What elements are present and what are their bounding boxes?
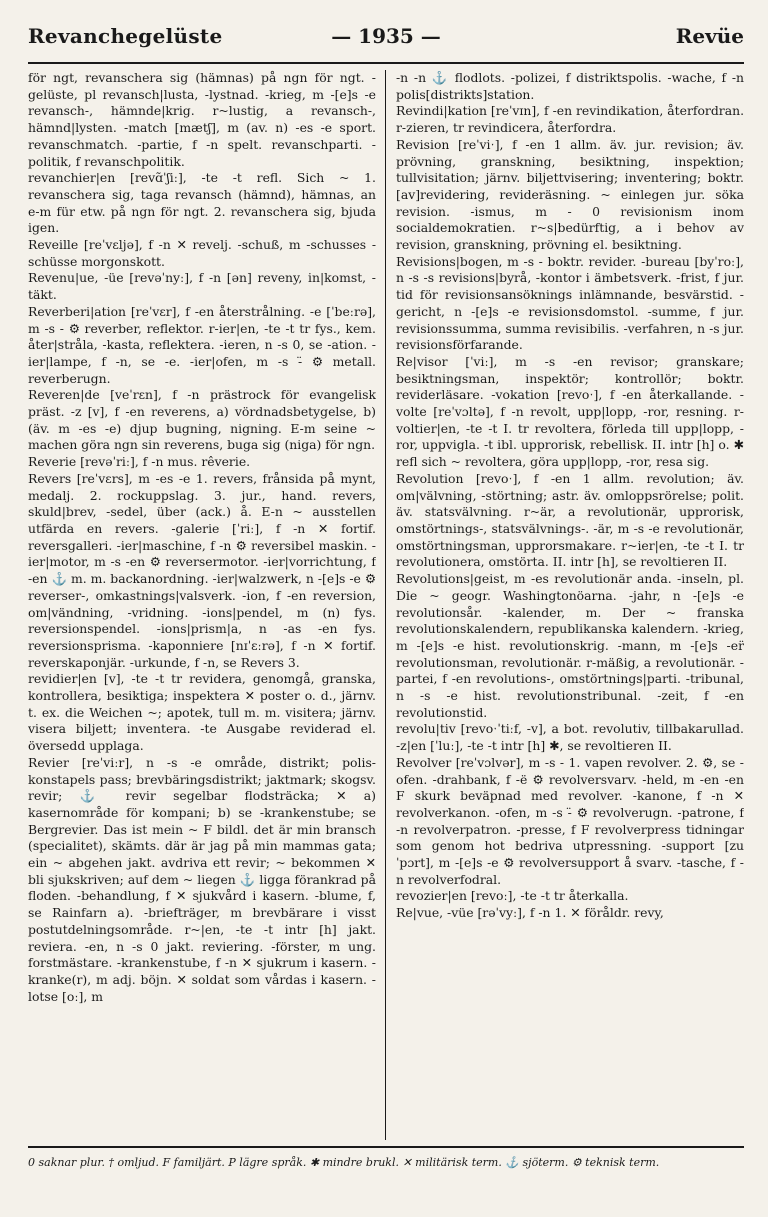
page-number: — 1935 — — [331, 24, 441, 48]
dictionary-entry: Revers [reˈvɛrs], m -es -e 1. revers, frånsida på mynt, medalj. 2. rockuppslag. 3. jur., hand. revers, skuld|brev, -sedel, über (ack.) å. E-n ~ ausstellen utfärda en revers. -galerie [ˈriː], f -n ✕ fortif. reversgalleri. -ier|maschine, f -n ⚙ reversibel maskin. -ier|motor, m -s -en ⚙ reversermotor. -ier|vorrichtung, f -en ⚓ m. m. backanordning. -ier|walzwerk, n -[e]s -e ⚙ reverser-, omkastnings|valsverk. -ion, f -en reversion, om|vändning, -vridning. -ions|pendel, m (n) fys. reversionspendel. -ions|prism|a, n -as -en fys. reversionsprisma. -kaponniere [nɪˈɛːrə], f -n ✕ fortif. reverskaponjär. -urkunde, f -n, se Revers 3. — [28, 470, 376, 670]
right-column — [396, 70, 744, 1140]
header-last-headword: Revüe — [675, 24, 744, 48]
dictionary-entry: Revolution [revoˑ], f -en 1 allm. revolution; äv. om|välvning, -störtning; astr. äv. omloppsrörelse; polit. äv. statsvälvning. r~är, a revolutionär, upprorisk, omstörtnings-, statsvälvnings-. -är, m -s -e revolutionär, omstörtningsman, upprorsmakare. r~ier|en, -te -t I. tr revolutionera, omstörta. II. intr [h], se revoltieren II. — [396, 470, 744, 570]
dictionary-entry: Revenu|ue, -üe [revəˈnyː], f -n [ən] reveny, in|komst, -täkt. — [28, 270, 376, 303]
dictionary-entry: revidier|en [v], -te -t tr revidera, genomgå, granska, kontrollera, besiktiga; inspektera ✕ poster o. d., järnv. t. ex. die Weichen ~; apotek, tull m. m. visitera; järnv. visera biljett; inventera. -te Ausgabe reviderad el. översedd upplaga. — [28, 671, 376, 754]
dictionary-entry: Reveille [reˈvɛljə], f -n ✕ revelj. -schuß, m -schusses -schüsse morgonskott. — [28, 237, 376, 269]
dictionary-entry: för ngt, revanschera sig (hämnas) på ngn för ngt. -gelüste, pl revansch|lusta, -lystnad. -krieg, m -[e]s -e revansch-, hämnde|krig. r~lustig, a revansch-, hämnd|lysten. -match [mætʃ], m (av. n) -es -e sport. revanschmatch. -partie, f -n spelt. revanschparti. -politik, f revanschpolitik. — [28, 70, 376, 169]
dictionary-page — [28, 18, 744, 1208]
column-divider — [385, 70, 386, 1140]
header-first-headword: Revanchegelüste — [28, 24, 223, 48]
dictionary-entry: Reverberi|ation [reˈvɛr], f -en återstrålning. -e [ˈbeːrə], m -s - ⚙ reverber, reflektor. r-ier|en, -te -t tr fys., kem. åter|stråla, -kasta, reflektera. -ieren, n -s 0, se -ation. -ier|lampe, f -n, se -e. -ier|ofen, m -s -̈ ⚙ metall. reverberugn. — [28, 303, 376, 386]
dictionary-entry: Revolver [reˈvɔlvər], m -s - 1. vapen revolver. 2. ⚙, se -ofen. -drahbank, f -ë ⚙ revolversvarv. -held, m -en -en F skurk beväpnad med revolver. -kanone, f -n ✕ revolverkanon. -ofen, m -s -̈ ⚙ revolverugn. -patrone, f -n revolverpatron. -presse, f F revolverpress tidningar som genom hot bedriva utpressning. -support [zuˈpɔrt], m -[e]s -e ⚙ revolversupport å svarv. -tasche, f -n revolverfodral. — [396, 754, 744, 887]
dictionary-entry: revozier|en [revoː], -te -t tr återkalla. — [396, 888, 629, 904]
dictionary-entry: Re|vue, -vüe [rəˈvyː], f -n 1. ✕ föråldr. revy, — [396, 905, 664, 921]
dictionary-entry: Reverie [revəˈriː], f -n mus. rêverie. — [28, 454, 251, 470]
dictionary-entry: Revier [reˈviːr], n -s -e område, distrikt; polis-konstapels pass; brevbäringsdistrikt; jaktmark; skogsv. revir; ⚓ revir segelbar flodsträcka; ✕ a) kasernområde för kompani; b) se -krankenstube; se Bergrevier. Das ist mein ~ F bildl. det är min bransch (specialitet), skämts. där är jag på min mammas gata; ein ~ abgehen jakt. avdriva ett revir; ~ bekommen ✕ bli sjukskriven; auf dem ~ liegen ⚓ ligga förankrad på floden. -behandlung, f ✕ sjukvård i kasern. -blume, f, se Rainfarn a). -briefträger, m brevbärare i visst postutdelningsområde. r~|en, -te -t intr [h] jakt. reviera. -en, n -s 0 jakt. reviering. -förster, m ung. forstmästare. -krankenstube, f -n ✕ sjukrum i kasern. -kranke(r), m adj. böjn. ✕ soldat som vårdas i kasern. -lotse [oː], m — [28, 754, 376, 1004]
dictionary-entry: revolu|tiv [revoˑˈtiːf, -v], a bot. revolutiv, tillbakarullad. -z|en [ˈluː], -te -t intr [h] ✱, se revoltieren II. — [396, 721, 744, 754]
dictionary-entry: Re|visor [ˈviː], m -s -en revisor; granskare; besiktningsman, inspektör; kontrollör; boktr. reviderläsare. -vokation [revoˑ], f -en återkallande. -volte [reˈvɔltə], f -n revolt, upp|lopp, -ror, resning. r-voltier|en, -te -t I. tr revoltera, förleda till upp|lopp, -ror, uppvigla. -t ibl. upprorisk, rebellisk. II. intr [h] o. ✱ refl sich ~ revoltera, göra upp|lopp, -ror, resa sig. — [396, 353, 744, 470]
page-header — [28, 18, 744, 64]
dictionary-entry: revanchier|en [revɑ̃ˈʃiː], -te -t refl. Sich ~ 1. revanschera sig, taga revansch (hämnd), hämnas, an e-m für etw. på ngn för ngt. 2. revanschera sig, bjuda igen. — [28, 170, 376, 236]
dictionary-entry: Revindi|kation [reˈvɪn], f -en revindikation, återfordran. r-zieren, tr revindicera, återfordra. — [396, 103, 744, 136]
dictionary-entry: Revolutions|geist, m -es revolutionär anda. -inseln, pl. Die ~ geogr. Washingtonöarna. -jahr, n -[e]s -e revolutionsår. -kalender, m. Der ~ franska revolutionskalendern, republikanska kalendern. -krieg, m -[e]s -e hist. revolutionskrig. -mann, m -[e]s -er̈ revolutionsman, revolutionär. r-mäßig, a revolutionär. -partei, f -en revolutions-, omstörtnings|parti. -tribunal, n -s -e hist. revolutionstribunal. -zeit, f -en revolutionstid. — [396, 571, 744, 720]
left-column — [28, 70, 376, 1140]
abbreviation-legend: 0 saknar plur. † omljud. F familjärt. P lägre språk. ✱ mindre brukl. ✕ militärisk term. ⚓ sjöterm. ⚙ teknisk term. — [28, 1146, 744, 1169]
dictionary-entry: -n -n ⚓ flodlots. -polizei, f distriktspolis. -wache, f -n polis[distrikts]station. — [396, 70, 744, 102]
dictionary-entry: Revision [reˈviˑ], f -en 1 allm. äv. jur. revision; äv. prövning, granskning, besiktning, inspektion; tullvisitation; järnv. biljettvisering; inventering; boktr. [av]revidering, revideräsning. ~ einlegen jur. söka revision. -ismus, m - 0 revisionism inom socialdemokratien. r~s|bedürftig, a i behov av revision, granskning, prövning el. besiktning. — [396, 136, 744, 253]
dictionary-columns — [28, 70, 744, 1140]
dictionary-entry: Reveren|de [veˈrɛn], f -n prästrock för evangelisk präst. -z [v], f -en reverens, a) vördnadsbetygelse, b) (äv. m -es -e) djup bugning, nigning. E-m seine ~ machen göra ngn sin reverens, buga sig (niga) för ngn. — [28, 387, 376, 453]
dictionary-entry: Revisions|bogen, m -s - boktr. revider. -bureau [byˈroː], n -s -s revisions|byrå, -kontor i ämbetsverk. -frist, f jur. tid för revisionsansöknings inlämnande, besvärstid. -gericht, n -[e]s -e revisionsdomstol. -summe, f jur. revisionssumma, summa revisibilis. -verfahren, n -s jur. revisionsförfarande. — [396, 253, 744, 353]
